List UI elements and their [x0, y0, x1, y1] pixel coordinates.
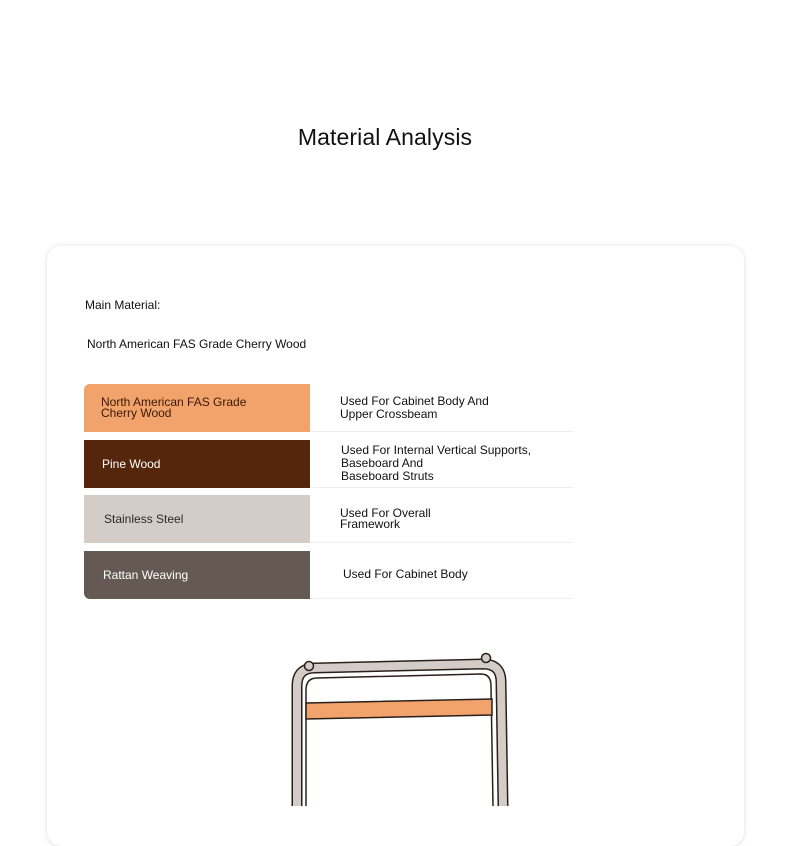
material-row-pine-wood — [84, 440, 574, 488]
main-material-value: North American FAS Grade Cherry Wood — [87, 337, 307, 351]
material-usage — [310, 384, 574, 432]
material-card — [47, 246, 744, 846]
material-row-rattan-weaving — [84, 551, 574, 599]
material-swatch — [84, 440, 310, 488]
material-usage — [310, 551, 574, 599]
material-name-line1: North American FAS Grade — [101, 395, 247, 409]
material-name-line1: Rattan Weaving — [103, 567, 189, 582]
material-usage-line1: Used For Overall — [340, 505, 431, 520]
material-row-stainless-steel — [84, 495, 574, 543]
material-usage-line2: Upper Crossbeam — [340, 406, 438, 421]
material-usage-line1: Used For Cabinet Body — [343, 567, 468, 581]
material-name-line1: Pine Wood — [102, 456, 161, 471]
material-usage — [310, 495, 574, 543]
material-usage-line2: Framework — [340, 516, 401, 531]
material-usage-line1: Used For Internal Vertical Supports, Baseboard And — [341, 443, 532, 470]
material-usage-line2: Baseboard Struts — [341, 469, 434, 483]
main-material-label: Main Material: — [85, 298, 161, 312]
cabinet-frame-illustration — [287, 646, 517, 806]
material-swatch — [84, 384, 310, 432]
page-title: Material Analysis — [297, 124, 473, 150]
material-row-cherry-wood — [84, 384, 574, 432]
material-swatch — [84, 495, 310, 543]
material-name-line2: Cherry Wood — [101, 406, 172, 420]
material-usage-line1: Used For Cabinet Body And — [340, 393, 489, 408]
material-name-line1: Stainless Steel — [104, 511, 184, 526]
material-swatch — [84, 551, 310, 599]
material-name — [101, 397, 246, 419]
material-usage — [310, 440, 574, 488]
